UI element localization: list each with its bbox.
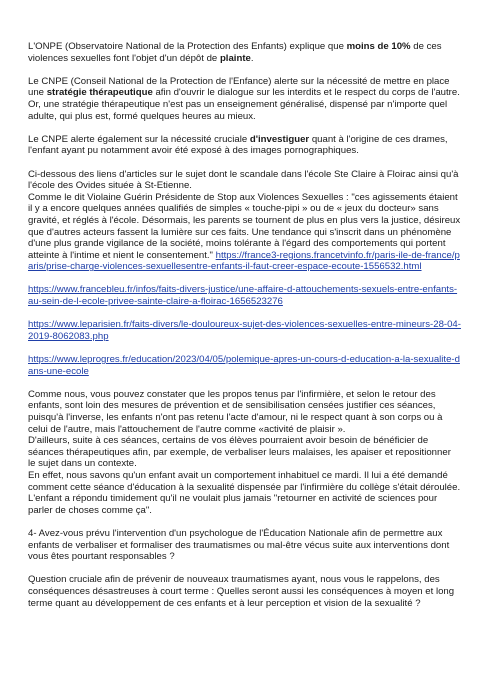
bold-text: stratégie thérapeutique bbox=[46, 87, 153, 99]
paragraph-link bbox=[28, 354, 461, 377]
paragraph-question-cruciale: Question cruciale afin de prévenir de nouveaux traumatismes ayant, nous vous le rappelons, des conséquences désastreuses à court terme : Quelles seront aussi les conséquences à moyen et long terme quant au développement de ces enfants et à leur perception et vision de la sexualité ? bbox=[28, 574, 455, 609]
paragraph-infirmiere bbox=[28, 389, 461, 517]
paragraph-cnpe-investigate bbox=[28, 134, 461, 157]
bold-text: plainte bbox=[219, 52, 251, 64]
article-link-leprogres[interactable]: https://www.leprogres.fr/education/2023/04/05/polemique-apres-un-cours-d-education-a-la-sexualite-dans-une-ecole bbox=[28, 354, 460, 377]
text: Le CNPE (Conseil National de la Protection de l'Enfance) alerte sur la nécessité de mettre en place une bbox=[28, 75, 450, 99]
paragraph-link bbox=[28, 284, 461, 307]
text: L'ONPE (Observatoire National de la Protection des Enfants) explique que bbox=[28, 41, 347, 52]
paragraph-cnpe-strategy bbox=[28, 76, 461, 122]
paragraph-onpe bbox=[28, 41, 461, 64]
quote-text: Comme le dit Violaine Guérin Présidente de Stop aux Violences Sexuelles : "ces agissements étaient il y a encore quelques années qualifiés de simples « touche-pipi » ou de « jeux du docteur» sans gravité, et réglés à l'école. Désormais, les parents se tournent de plus en plus vers la justice, désireux que d'autres acteurs fassent la lumière sur ces faits. Une tendance qui s'inscrit dans un phénomène d'une plus grande vigilance de la société, moins tolérante à l'égard des comportements qui portent atteinte à l'intime et nient le consentement." bbox=[28, 191, 461, 261]
paragraph-link bbox=[28, 319, 461, 342]
text: Le CNPE alerte également sur la nécessité cruciale bbox=[28, 133, 250, 145]
bold-text: d'investiguer bbox=[249, 133, 310, 145]
bold-text: moins de 10% bbox=[346, 41, 411, 52]
text: Comme nous, vous pouvez constater que les propos tenus par l'infirmière, et selon le retour des enfants, sont loin des mesures de prévention et de sensibilisation censées justifier ces séances, puisqu'à l'inverse, les enfants n'ont pas retenu l'acte d'amour, ni le respect quant à son corps ou à celui de l'autre, mais l'attouchement de l'autre comme «activité de plaisir ». bbox=[28, 388, 443, 435]
text: En effet, nous savons qu'un enfant avait un comportement inhabituel ce mardi. Il lui a été demandé comment cette séance d'éducation à la sexualité dispensée par l'infirmière du collège s'était déroulée. L'enfant a répondu timidement qu'il ne voulait plus jamais "retourner en activité de sciences pour parler de choses comme ça". bbox=[28, 469, 461, 516]
text: . bbox=[250, 52, 254, 64]
article-link-leparisien[interactable]: https://www.leparisien.fr/faits-divers/le-douloureux-sujet-des-violences-sexuelles-entre-mineurs-28-04-2019-8062083.php bbox=[28, 319, 461, 342]
text: afin d'ouvrir le dialogue sur les interdits et le respect du corps de l'autre. Or, une stratégie thérapeutique n'est pas un enseignement généralisé, dispensé par n'importe quel adulte, qui plus est, formé quelques heures au mieux. bbox=[28, 87, 460, 122]
article-link-francebleu[interactable]: https://www.francebleu.fr/infos/faits-divers-justice/une-affaire-d-attouchements-sexuels-entre-enfants-au-sein-de-l-ecole-privee-sainte-claire-a-floirac-1656523276 bbox=[28, 284, 458, 308]
article-link-france3[interactable]: https://france3-regions.francetvinfo.fr/paris-ile-de-france/paris/prise-charge-violences-sexuellesentre-enfants-il-faut-creer-espace-ecoute-1556532.html bbox=[28, 249, 460, 273]
text: Ci-dessous des liens d'articles sur le sujet dont le scandale dans l'école Ste Claire à Floirac ainsi qu'à l'école des Ovides située à St-Etienne. bbox=[28, 168, 459, 192]
text: D'ailleurs, suite à ces séances, certains de vos élèves pourraient avoir besoin de bénéficier de séances thérapeutiques afin, par exemple, de verbaliser leurs malaises, les apaiser et repositionner le sujet dans un contexte. bbox=[28, 435, 451, 470]
paragraph-articles bbox=[28, 169, 461, 273]
text: de ces violences sexuelles font l'objet d'un dépôt de bbox=[28, 41, 442, 64]
paragraph-question-4: 4- Avez-vous prévu l'intervention d'un psychologue de l'Éducation Nationale afin de permettre aux enfants de verbaliser et formaliser des traumatismes ou mal-être vécus suite aux interventions dont vous êtes pourtant responsables ? bbox=[28, 527, 450, 563]
text: quant à l'origine de ces drames, l'enfant ayant pu notamment avoir été exposé à des images pornographiques. bbox=[28, 133, 448, 157]
